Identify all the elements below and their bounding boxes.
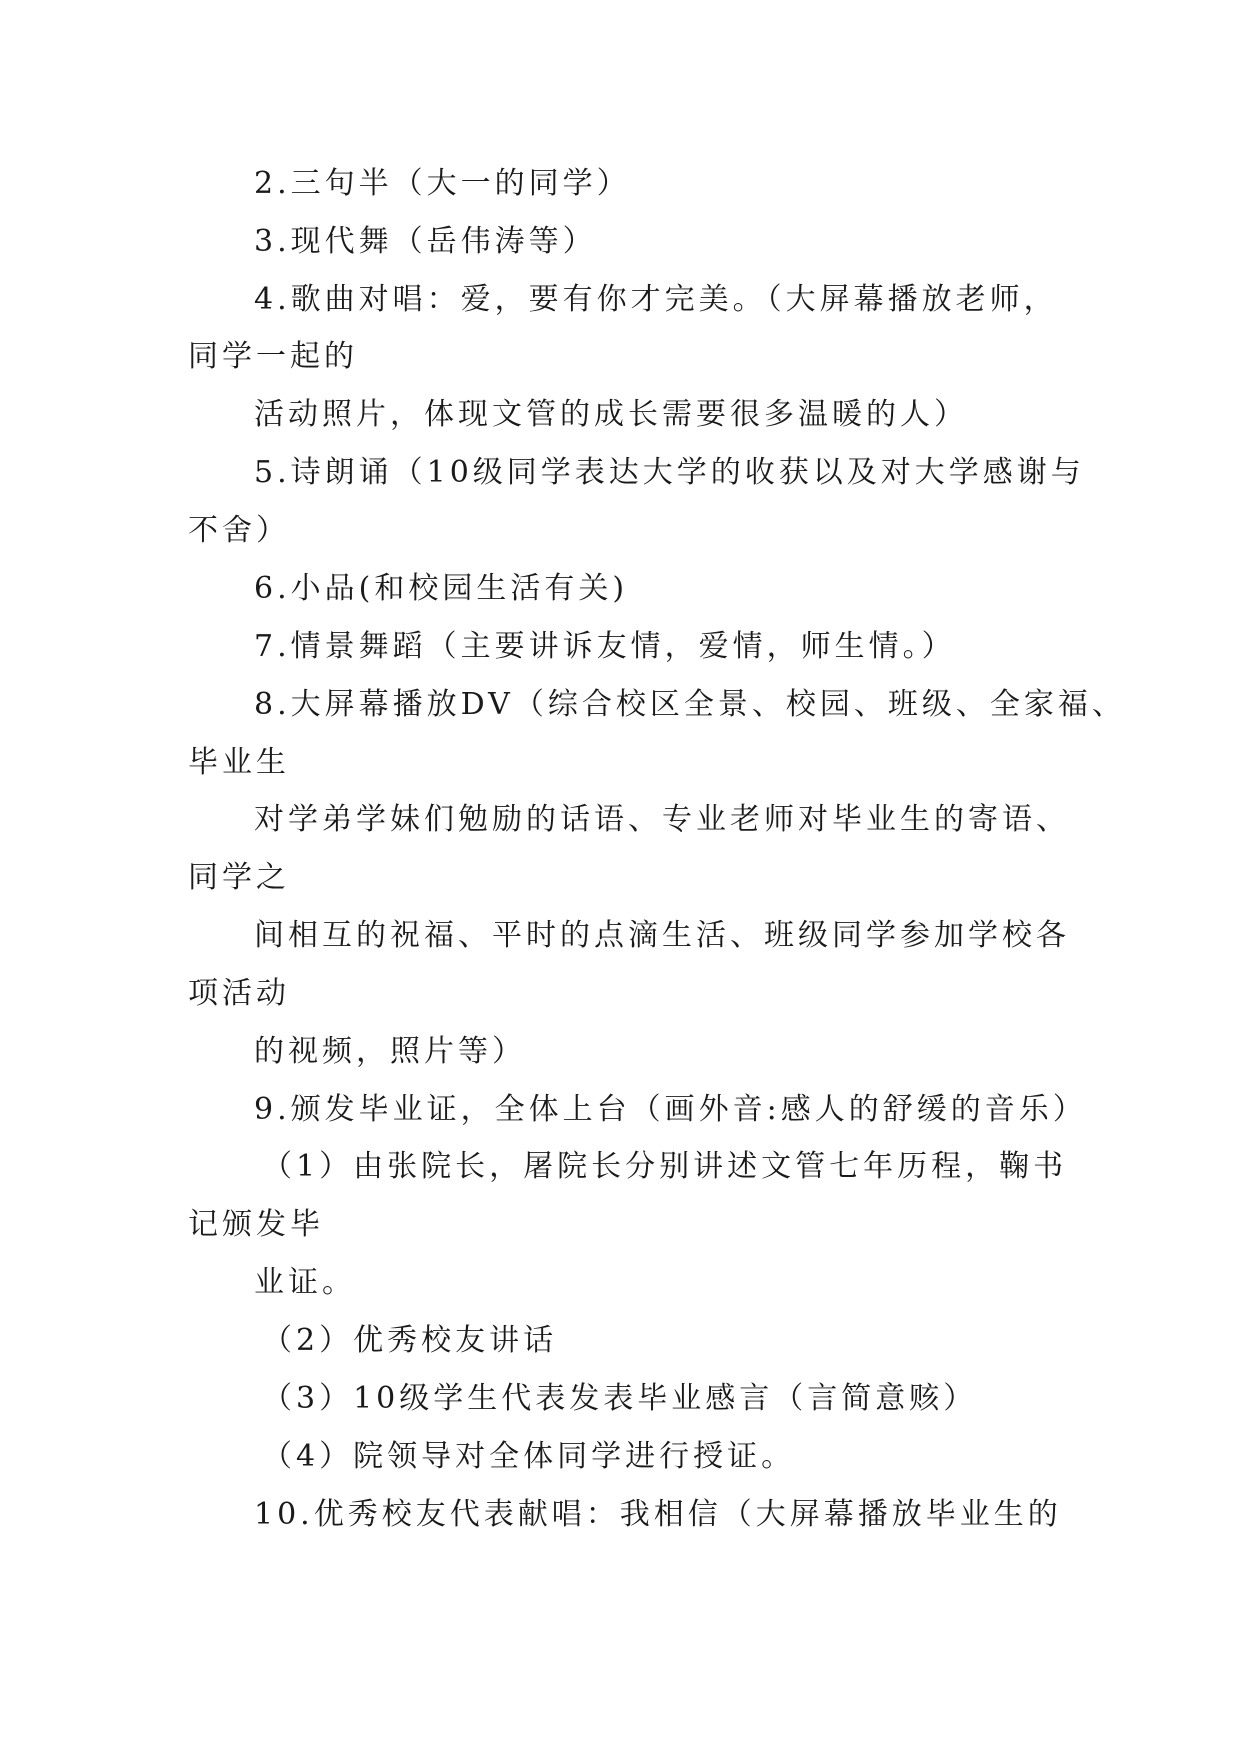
program-item-9-sub-1-continued: 业证。	[254, 1265, 356, 1300]
program-item-4: 4.歌曲对唱：爱，要有你才完美。（大屏幕播放老师，	[254, 282, 1058, 317]
program-item-5-wrap: 不舍）	[188, 513, 290, 548]
program-item-10: 10.优秀校友代表献唱：我相信（大屏幕播放毕业生的	[254, 1497, 1062, 1532]
program-item-8-wrap-3: 项活动	[188, 976, 290, 1011]
program-item-9-sub-1: （1）由张院长，屠院长分别讲述文管七年历程，鞠书	[262, 1149, 1068, 1184]
program-item-8-wrap-2: 同学之	[188, 860, 290, 895]
program-item-9-sub-4: （4）院领导对全体同学进行授证。	[262, 1439, 796, 1474]
program-item-6: 6.小品(和校园生活有关)	[254, 571, 629, 606]
program-item-4-continued: 活动照片，体现文管的成长需要很多温暖的人）	[254, 397, 968, 432]
program-item-5: 5.诗朗诵（10级同学表达大学的收获以及对大学感谢与	[254, 455, 1085, 490]
program-item-7: 7.情景舞蹈（主要讲诉友情，爱情，师生情。）	[254, 629, 956, 664]
program-item-8-wrap: 毕业生	[188, 745, 290, 780]
program-item-9-sub-1-wrap: 记颁发毕	[188, 1207, 324, 1242]
program-item-2: 2.三句半（大一的同学）	[254, 166, 631, 201]
program-item-4-wrap: 同学一起的	[188, 339, 358, 374]
program-item-8: 8.大屏幕播放DV（综合校区全景、校园、班级、全家福、	[254, 687, 1126, 722]
program-item-3: 3.现代舞（岳伟涛等）	[254, 224, 597, 259]
program-item-8-continued-3: 的视频，照片等）	[254, 1034, 526, 1069]
program-item-9-sub-3: （3）10级学生代表发表毕业感言（言简意赅）	[262, 1381, 978, 1416]
program-item-8-continued-1: 对学弟学妹们勉励的话语、专业老师对毕业生的寄语、	[254, 802, 1070, 837]
program-item-8-continued-2: 间相互的祝福、平时的点滴生活、班级同学参加学校各	[254, 918, 1070, 953]
program-item-9: 9.颁发毕业证，全体上台（画外音:感人的舒缓的音乐）	[254, 1092, 1087, 1127]
program-item-9-sub-2: （2）优秀校友讲话	[262, 1323, 558, 1358]
